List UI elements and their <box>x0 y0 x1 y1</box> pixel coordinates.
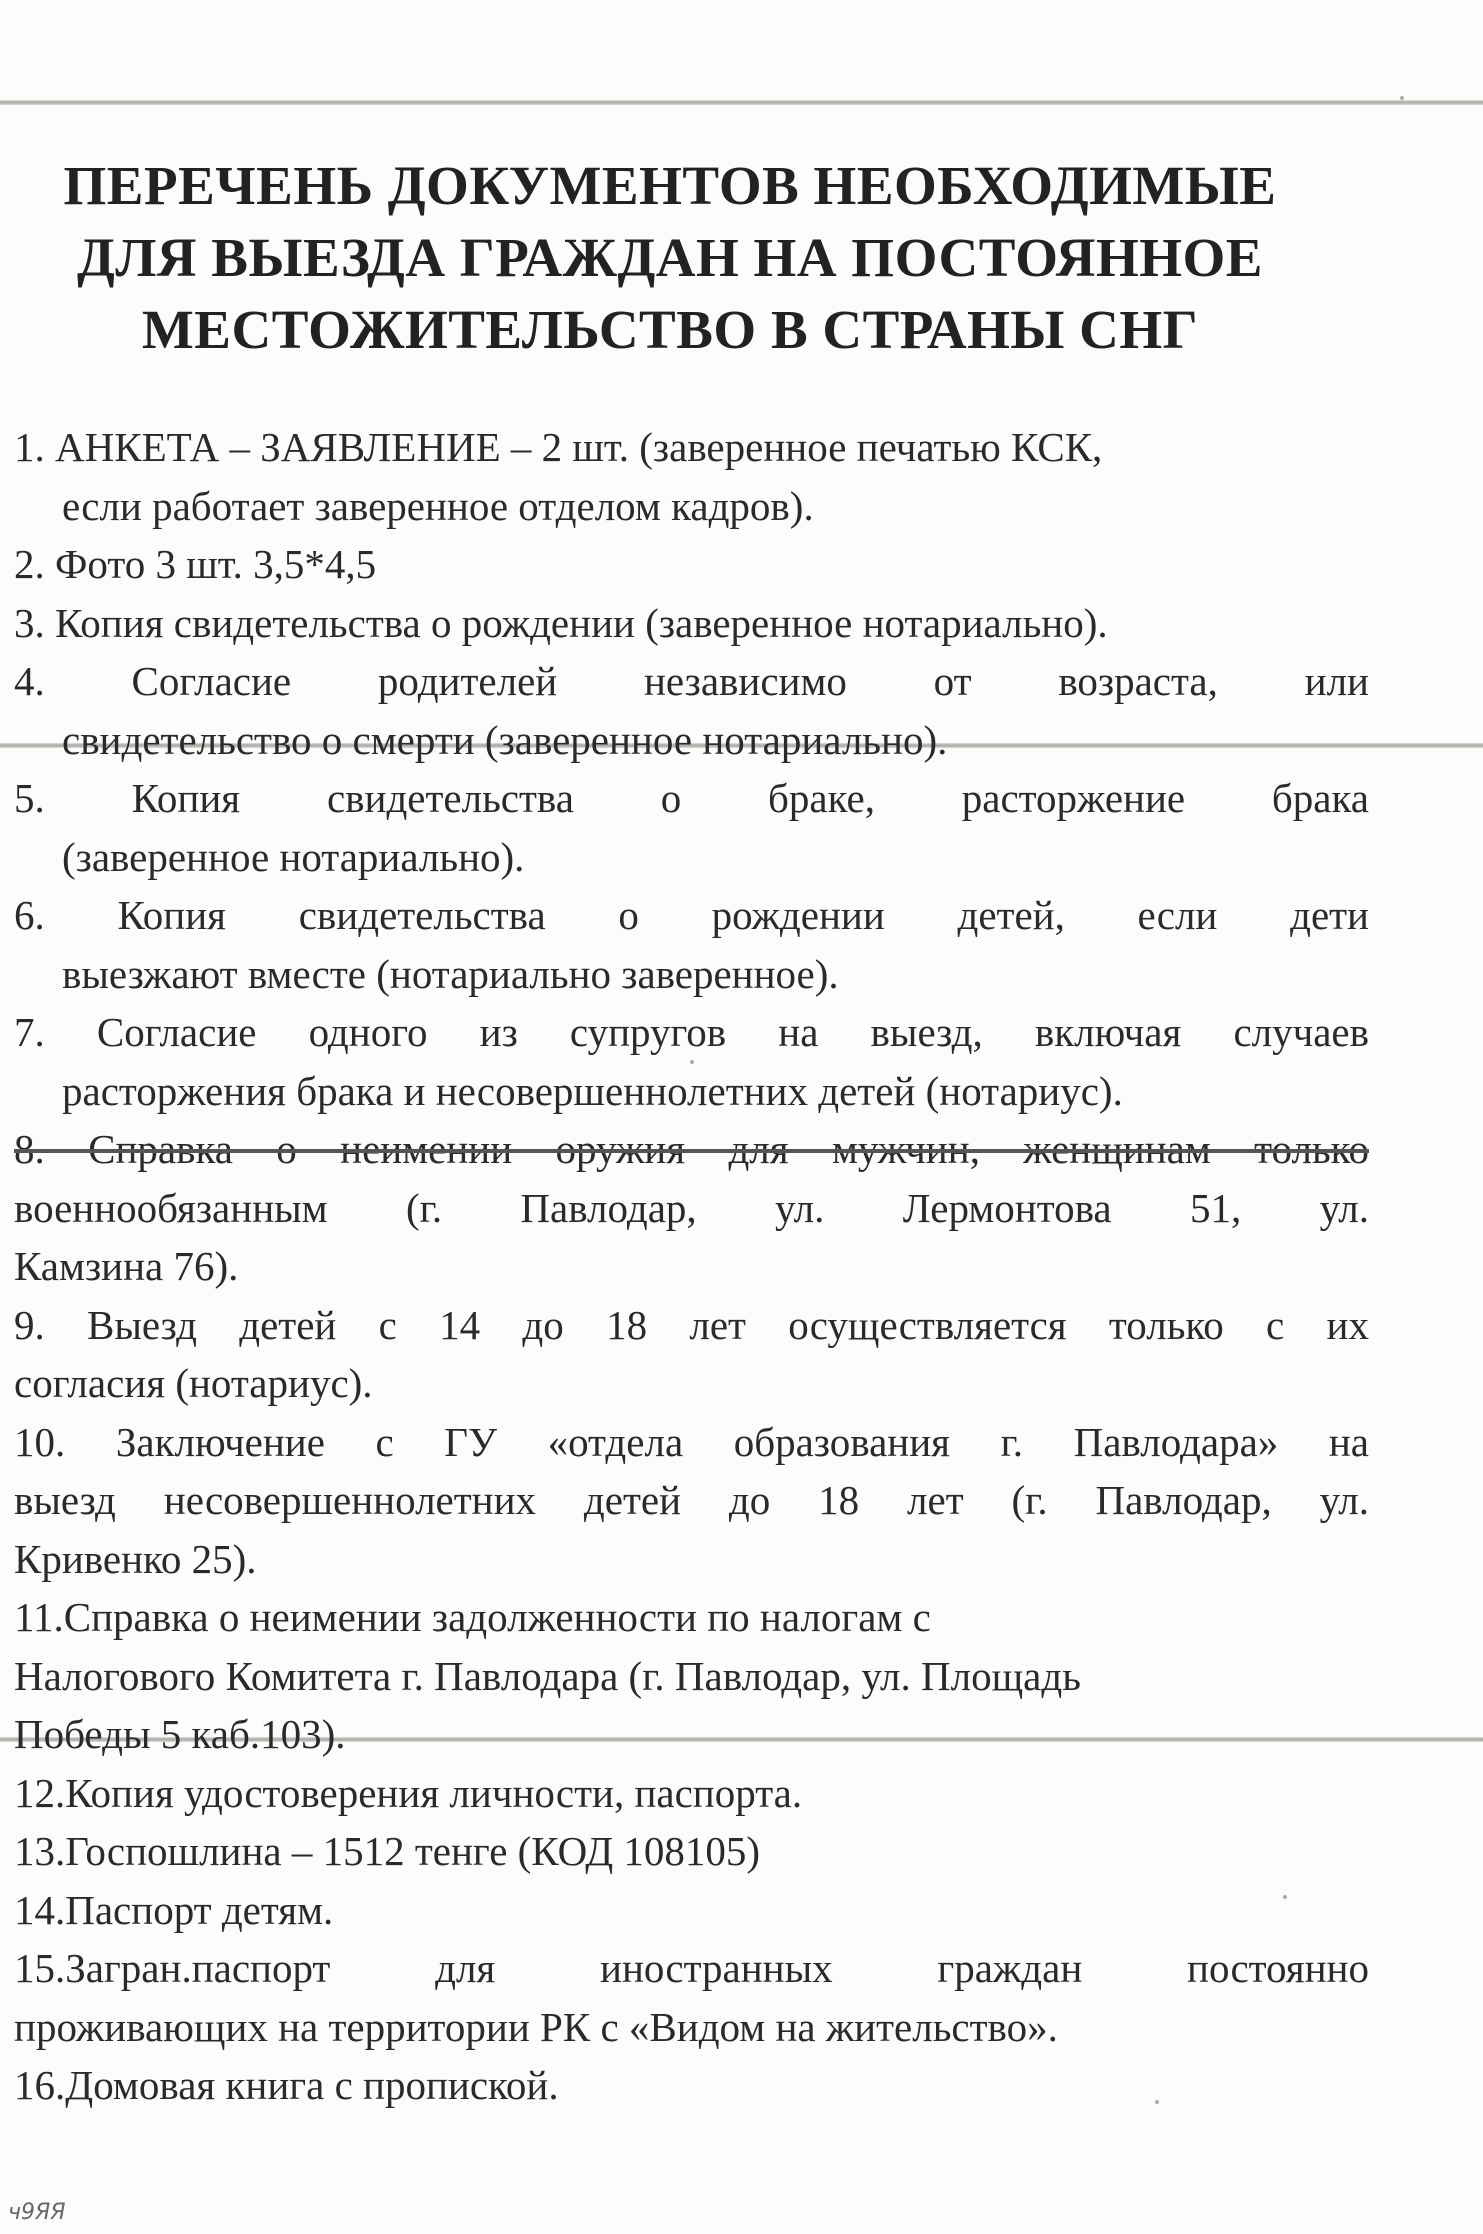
list-item-14 <box>14 1881 1369 1940</box>
list-item-8 <box>14 1120 1369 1296</box>
item-8-line-3: Камзина 76). <box>14 1243 239 1289</box>
list-item-15 <box>14 1939 1369 2056</box>
item-6-line-2: выезжают вместе (нотариально заверенное). <box>62 950 839 997</box>
fold-line-top <box>0 100 1483 105</box>
documents-list <box>14 418 1369 2115</box>
document-title <box>0 150 1340 366</box>
list-item-3 <box>14 594 1369 653</box>
item-9-line-2: согласия (нотариус). <box>14 1360 373 1406</box>
scan-speck <box>690 1060 694 1064</box>
item-14-line-1: 14.Паспорт детям. <box>14 1886 334 1933</box>
list-item-2 <box>14 535 1369 594</box>
item-15-line-1: 15.Загран.паспорт для иностранных граждан постоянно <box>14 1945 1369 1991</box>
corner-handwritten-note: ч9ЯЯ <box>8 2200 66 2225</box>
item-7-line-2: расторжения брака и несовершеннолетних детей (нотариус). <box>62 1067 1123 1114</box>
item-12-line-1: 12.Копия удостоверения личности, паспорта. <box>14 1769 803 1816</box>
list-item-9 <box>14 1296 1369 1413</box>
list-item-16 <box>14 2056 1369 2115</box>
list-item-13 <box>14 1822 1369 1881</box>
item-10-line-2: выезд несовершеннолетних детей до 18 лет (г. Павлодар, ул. <box>14 1477 1369 1523</box>
item-15-line-2: проживающих на территории РК с «Видом на жительство». <box>14 2003 1058 2050</box>
item-6-line-1: 6. Копия свидетельства о рождении детей, если дети <box>14 892 1369 938</box>
list-item-10 <box>14 1413 1369 1589</box>
item-3-line-1: 3. Копия свидетельства о рождении (заверенное нотариально). <box>14 599 1108 646</box>
scan-speck <box>1400 96 1404 100</box>
scan-speck <box>1155 2100 1159 2104</box>
item-10-line-3: Кривенко 25). <box>14 1535 257 1582</box>
list-item-12 <box>14 1764 1369 1823</box>
item-8-line-1: 8. Справка о неимении оружия для мужчин, женщинам только <box>14 1126 1369 1172</box>
title-line-1: ПЕРЕЧЕНЬ ДОКУМЕНТОВ НЕОБХОДИМЫЕ <box>63 155 1277 216</box>
list-item-6 <box>14 886 1369 1003</box>
item-13-line-1: 13.Госпошлина – 1512 тенге (КОД 108105) <box>14 1828 761 1874</box>
list-item-1 <box>14 418 1369 535</box>
item-8-line-2: военнообязанным (г. Павлодар, ул. Лермонтова 51, ул. <box>14 1184 1369 1231</box>
item-11-line-2: Налогового Комитета г. Павлодара (г. Павлодар, ул. Площадь <box>14 1652 1081 1699</box>
item-11-line-1: 11.Справка о неимении задолженности по налогам с <box>14 1594 931 1640</box>
item-5-line-2: (заверенное нотариально). <box>62 833 525 880</box>
list-item-4 <box>14 652 1369 769</box>
list-item-11 <box>14 1588 1369 1764</box>
item-9-line-1: 9. Выезд детей с 14 до 18 лет осуществляется только с их <box>14 1301 1369 1348</box>
item-1-line-1: 1. АНКЕТА – ЗАЯВЛЕНИЕ – 2 шт. (заверенное печатью КСК, <box>14 424 1103 470</box>
title-line-3: МЕСТОЖИТЕЛЬСТВО В СТРАНЫ СНГ <box>141 299 1199 360</box>
item-2-line-1: 2. Фото 3 шт. 3,5*4,5 <box>14 541 377 587</box>
title-line-2: ДЛЯ ВЫЕЗДА ГРАЖДАН НА ПОСТОЯННОЕ <box>76 227 1263 288</box>
item-4-line-2: свидетельство о смерти (заверенное нотариально). <box>62 716 948 763</box>
item-7-line-1: 7. Согласие одного из супругов на выезд, включая случаев <box>14 1009 1369 1055</box>
item-10-line-1: 10. Заключение с ГУ «отдела образования г. Павлодара» на <box>14 1418 1369 1465</box>
scan-speck <box>1283 1895 1287 1899</box>
item-1-line-2: если работает заверенное отделом кадров). <box>62 482 814 529</box>
item-11-line-3: Победы 5 каб.103). <box>14 1711 346 1757</box>
item-5-line-1: 5. Копия свидетельства о браке, расторжение брака <box>14 775 1369 821</box>
item-4-line-1: 4. Согласие родителей независимо от возраста, или <box>14 658 1369 704</box>
list-item-5 <box>14 769 1369 886</box>
item-16-line-1: 16.Домовая книга с пропиской. <box>14 2062 559 2108</box>
